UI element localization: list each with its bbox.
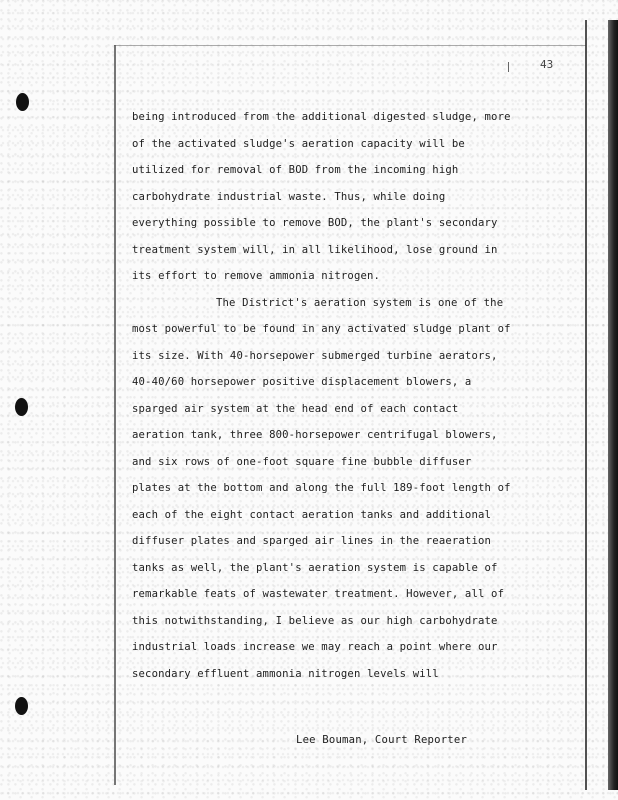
transcript-line: diffuser plates and sparged air lines in the reaeration	[132, 535, 492, 547]
binder-hole-middle	[15, 398, 28, 416]
transcript-body	[132, 104, 572, 687]
transcript-line: utilized for removal of BOD from the incoming high	[132, 164, 459, 176]
page-left-margin-rule	[114, 45, 116, 785]
transcript-line: tanks as well, the plant's aeration system is capable of	[132, 561, 498, 574]
transcript-line: industrial loads increase we may reach a point where our	[132, 641, 498, 653]
page-right-margin-rule	[585, 20, 587, 790]
binder-hole-top	[16, 93, 29, 111]
transcript-line: 40-40/60 horsepower positive displacement blowers, a	[132, 376, 472, 388]
page-number: 43	[540, 58, 554, 71]
transcript-line: this notwithstanding, I believe as our high carbohydrate	[132, 614, 498, 627]
transcript-line: being introduced from the additional digested sludge, more	[132, 111, 511, 123]
court-reporter-signature-line: Lee Bouman, Court Reporter	[296, 734, 468, 746]
transcript-line: plates at the bottom and along the full 189-foot length of	[132, 482, 511, 494]
scan-edge-shadow	[608, 20, 618, 790]
transcript-line: each of the eight contact aeration tanks and additional	[132, 508, 492, 521]
transcript-line: most powerful to be found in any activated sludge plant of	[132, 323, 511, 335]
transcript-line: and six rows of one-foot square fine bubble diffuser	[132, 455, 472, 468]
transcript-line: The District's aeration system is one of the	[216, 296, 504, 309]
margin-mark	[508, 62, 509, 72]
transcript-line: its effort to remove ammonia nitrogen.	[132, 270, 381, 282]
transcript-line: secondary effluent ammonia nitrogen levels will	[132, 667, 439, 680]
transcript-line: treatment system will, in all likelihood, lose ground in	[132, 243, 498, 256]
transcript-line: its size. With 40-horsepower submerged turbine aerators,	[132, 349, 498, 362]
transcript-line: carbohydrate industrial waste. Thus, while doing	[132, 190, 446, 203]
transcript-line: aeration tank, three 800-horsepower centrifugal blowers,	[132, 429, 498, 441]
transcript-line: remarkable feats of wastewater treatment. However, all of	[132, 588, 505, 600]
transcript-line: everything possible to remove BOD, the plant's secondary	[132, 217, 498, 229]
transcript-line: of the activated sludge's aeration capacity will be	[132, 137, 465, 150]
page-top-rule	[114, 45, 586, 46]
binder-hole-bottom	[15, 697, 28, 715]
transcript-line: sparged air system at the head end of each contact	[132, 402, 459, 415]
